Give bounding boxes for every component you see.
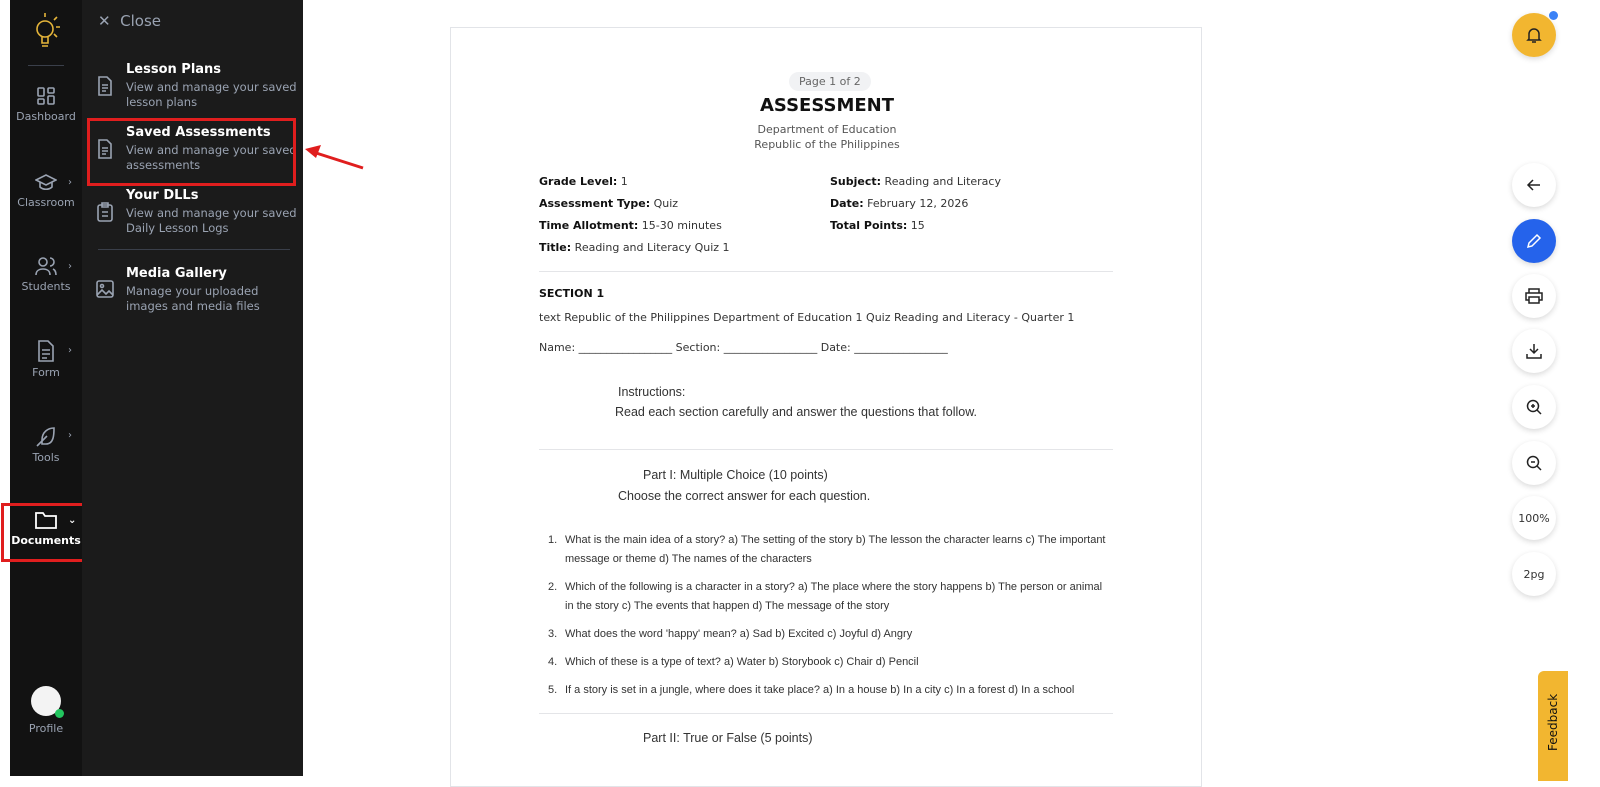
close-icon: ✕ (98, 12, 111, 30)
instructions-heading: Instructions: (618, 385, 686, 399)
question-item: 4. Which of these is a type of text? a) Water b) Storybook c) Chair d) Pencil (548, 656, 919, 668)
chevron-right-icon: › (68, 345, 72, 356)
document-title: ASSESSMENT (759, 95, 894, 116)
question-list (548, 531, 1113, 745)
avatar (31, 686, 61, 716)
red-arrow-annotation (303, 140, 365, 170)
highlight-box (1, 503, 92, 562)
item-title: Lesson Plans (126, 62, 222, 77)
documents-panel (82, 0, 303, 776)
item-desc: Manage your uploaded images and media files (126, 284, 260, 313)
print-button[interactable] (1512, 274, 1556, 318)
item-title: Media Gallery (126, 266, 227, 281)
name-section-date-line: Name: _________________ Section: _________________ Date: _________________ (539, 341, 948, 354)
feedback-tab[interactable] (1538, 671, 1568, 781)
grade-level-field: Grade Level: 1 (539, 175, 628, 188)
nav-form[interactable] (10, 340, 82, 379)
notification-dot (1549, 11, 1558, 20)
subject-field: Subject: Reading and Literacy (830, 175, 1001, 188)
zoom-reset-button[interactable]: 100% (1512, 496, 1556, 540)
download-button[interactable] (1512, 329, 1556, 373)
feedback-label: Feedback (1546, 693, 1560, 751)
pencil-icon (1526, 233, 1542, 249)
nav-label: Tools (32, 451, 60, 464)
panel-item-media-gallery[interactable] (96, 266, 296, 316)
item-title: Saved Assessments (126, 125, 271, 140)
nav-dashboard[interactable] (10, 86, 82, 123)
divider (98, 249, 290, 250)
total-points-field: Total Points: 15 (830, 219, 925, 232)
users-icon (35, 256, 57, 276)
assessment-document (450, 27, 1202, 787)
document-icon (96, 76, 114, 96)
bell-icon (1525, 26, 1543, 44)
date-field: Date: February 12, 2026 (830, 197, 969, 210)
question-item: 5. If a story is set in a jungle, where does it take place? a) In a house b) In a city c) In a forest d) In a school (548, 684, 1075, 696)
zoom-in-icon (1526, 399, 1542, 415)
part1-instructions: Choose the correct answer for each question. (618, 489, 871, 503)
question-item: 1. What is the main idea of a story? a) The setting of the story b) The lesson the character learns c) The important message or theme d) The names of the characters (548, 534, 1106, 565)
clipboard-list-icon (96, 202, 114, 222)
close-button[interactable] (98, 12, 161, 30)
nav-label: Profile (28, 722, 64, 735)
nav-tools[interactable] (10, 425, 82, 464)
close-label: Close (120, 12, 161, 30)
department: Department of Education (757, 123, 897, 136)
image-icon (96, 280, 114, 298)
lightbulb-logo-icon (32, 12, 60, 52)
icon-rail (10, 0, 82, 776)
back-button[interactable] (1512, 163, 1556, 207)
notifications-button[interactable] (1512, 13, 1556, 57)
zoom-in-button[interactable] (1512, 385, 1556, 429)
feather-icon (35, 425, 57, 447)
download-icon (1526, 343, 1542, 359)
nav-students[interactable] (10, 256, 82, 293)
page-indicator: Page 1 of 2 (789, 72, 871, 91)
graduation-cap-icon (35, 172, 57, 192)
item-desc: View and manage your saved assessments (126, 143, 297, 172)
item-title: Your DLLs (126, 188, 199, 203)
item-desc: View and manage your saved Daily Lesson Logs (126, 206, 297, 235)
chevron-right-icon: › (68, 177, 72, 188)
two-page-view-button[interactable]: 2pg (1512, 552, 1556, 596)
divider (539, 449, 1113, 450)
online-status-dot (55, 709, 64, 718)
nav-profile[interactable] (10, 686, 82, 735)
divider (539, 271, 1113, 272)
nav-label: Classroom (17, 196, 75, 209)
time-allotment-field: Time Allotment: 15-30 minutes (539, 219, 722, 232)
nav-label: Dashboard (16, 110, 76, 123)
chevron-right-icon: › (68, 261, 72, 272)
question-item: 2. Which of the following is a character in a story? a) The place where the story happens b) The person or animal in the story c) The events that happen d) The message of the story (548, 581, 1103, 612)
part2-heading: Part II: True or False (5 points) (643, 731, 813, 745)
question-item: 3. What does the word 'happy' mean? a) Sad b) Excited c) Joyful d) Angry (548, 628, 913, 640)
divider (28, 65, 64, 66)
highlight-box (87, 118, 296, 186)
title-field: Title: Reading and Literacy Quiz 1 (539, 241, 730, 254)
section-heading: SECTION 1 (539, 287, 605, 300)
printer-icon (1525, 288, 1543, 304)
item-desc: View and manage your saved lesson plans (126, 80, 297, 109)
nav-label: Documents (11, 534, 81, 547)
arrow-left-icon (1526, 177, 1542, 193)
nav-classroom[interactable] (10, 172, 82, 209)
nav-label: Form (32, 366, 60, 379)
chevron-down-icon: ⌄ (68, 515, 77, 526)
divider (539, 713, 1113, 714)
instructions-text: Read each section carefully and answer the questions that follow. (615, 405, 978, 419)
chevron-right-icon: › (68, 430, 72, 441)
zoom-out-button[interactable] (1512, 441, 1556, 485)
zoom-out-icon (1526, 455, 1542, 471)
part1-heading: Part I: Multiple Choice (10 points) (643, 468, 828, 482)
section-text: text Republic of the Philippines Department of Education 1 Quiz Reading and Literacy - Quarter 1 (539, 311, 1075, 324)
dashboard-icon (36, 86, 56, 106)
form-icon (36, 340, 56, 362)
panel-item-your-dlls[interactable] (96, 188, 296, 238)
nav-label: Students (21, 280, 71, 293)
republic: Republic of the Philippines (754, 138, 900, 151)
panel-item-lesson-plans[interactable] (96, 62, 296, 112)
edit-button[interactable] (1512, 219, 1556, 263)
assessment-type-field: Assessment Type: Quiz (539, 197, 679, 210)
